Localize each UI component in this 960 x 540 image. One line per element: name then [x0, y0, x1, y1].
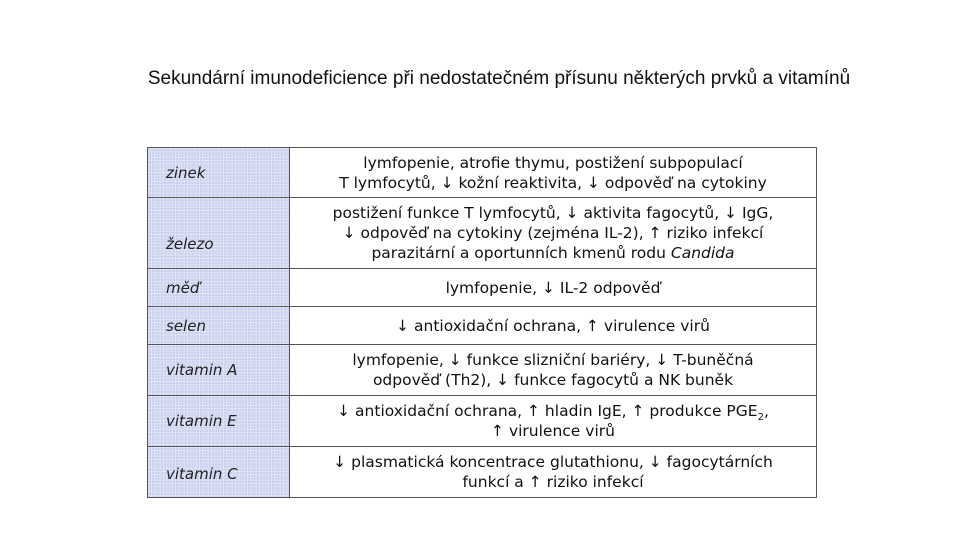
- description-cell: postižení funkce T lymfocytů, ↓ aktivita fagocytů, ↓ IgG, ↓ odpověď na cytokiny (zejména IL-2), ↑ riziko infekcí parazitární a oportunních kmenů rodu Candida: [290, 198, 817, 269]
- element-cell: vitamin A: [148, 345, 290, 396]
- element-cell: železo: [148, 198, 290, 269]
- table-row: [148, 345, 817, 396]
- table-row: [148, 447, 817, 498]
- description-cell: lymfopenie, atrofie thymu, postižení subpopulací T lymfocytů, ↓ kožní reaktivita, ↓ odpověď na cytokiny: [290, 148, 817, 198]
- element-cell: selen: [148, 307, 290, 345]
- element-cell: vitamin C: [148, 447, 290, 498]
- description-cell: lymfopenie, ↓ funkce slizniční bariéry, ↓ T-buněčná odpověď (Th2), ↓ funkce fagocytů a NK buněk: [290, 345, 817, 396]
- table-row: [148, 148, 817, 198]
- element-cell: zinek: [148, 148, 290, 198]
- table-row: [148, 396, 817, 447]
- element-cell: vitamin E: [148, 396, 290, 447]
- table-row: [148, 269, 817, 307]
- table-row: [148, 307, 817, 345]
- description-cell: ↓ antioxidační ochrana, ↑ hladin IgE, ↑ produkce $PGE_2$, ↑ virulence virů: [290, 396, 817, 447]
- description-cell: lymfopenie, ↓ IL-2 odpověď: [290, 269, 817, 307]
- description-cell: ↓ plasmatická koncentrace glutathionu, ↓ fagocytárních funkcí a ↑ riziko infekcí: [290, 447, 817, 498]
- element-cell: měď: [148, 269, 290, 307]
- table-row: [148, 198, 817, 269]
- slide-title: Sekundární imunodeficience při nedostatečném přísunu některých prvků a vitamínů: [147, 68, 851, 89]
- description-cell: ↓ antioxidační ochrana, ↑ virulence virů: [290, 307, 817, 345]
- deficiency-table: [147, 147, 817, 498]
